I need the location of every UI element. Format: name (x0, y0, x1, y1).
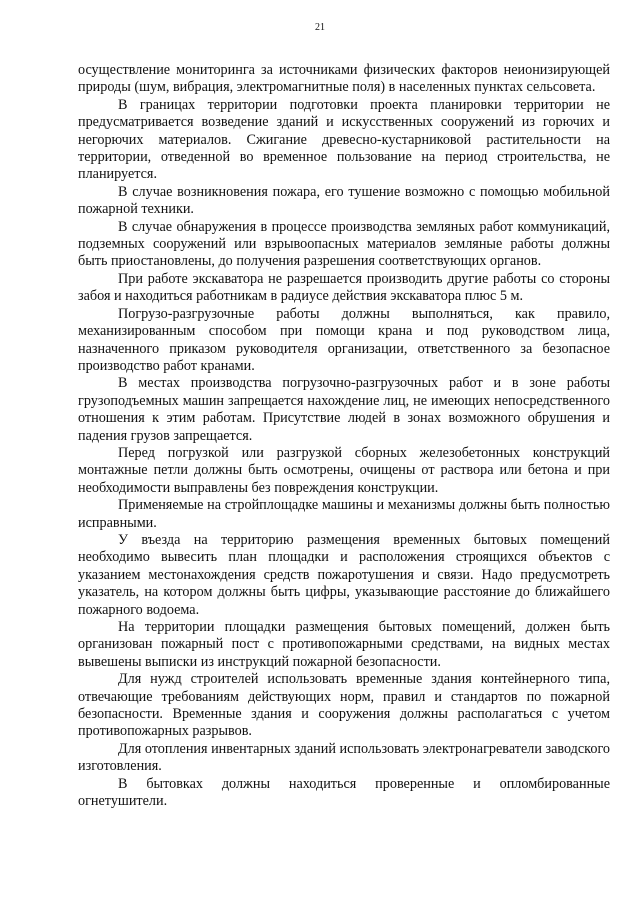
paragraph: В границах территории подготовки проекта планировки территории не предусматривается возведение зданий и искусственных сооружений из горючих и негорючих материалов. Сжигание древесно-кустарниковой растительности на территории, отведенной во временное пользование на период строительства, не планируется. (78, 96, 610, 183)
paragraph: Применяемые на стройплощадке машины и механизмы должны быть полностью исправными. (78, 497, 610, 531)
paragraph: Для нужд строителей использовать временные здания контейнерного типа, отвечающие требованиям действующих норм, правил и стандартов по пожарной безопасности. Временные здания и сооружения должны располагаться с учетом противопожарных разрывов. (78, 671, 610, 740)
paragraph: Перед погрузкой или разгрузкой сборных железобетонных конструкций монтажные петли должны быть осмотрены, очищены от раствора или бетона и при необходимости выправлены без повреждения конструкции. (78, 444, 610, 496)
page-body (78, 62, 610, 810)
paragraph: В случае возникновения пожара, его тушение возможно с помощью мобильной пожарной техники. (78, 183, 610, 218)
paragraph: На территории площадки размещения бытовых помещений, должен быть организован пожарный пост с противопожарными средствами, на видных местах вывешены выписки из инструкций пожарной безопасности. (78, 619, 610, 670)
paragraph: У въезда на территорию размещения временных бытовых помещений необходимо вывесить план площадки и расположения строящихся объектов с указанием местонахождения средств пожаротушения и связи. Надо предусмотреть указатель, на котором должны быть цифры, указывающие расстояние до ближайшего пожарного водоема. (78, 531, 610, 618)
paragraph: В случае обнаружения в процессе производства земляных работ коммуникаций, подземных сооружений или взрывоопасных материалов земляные работы должны быть приостановлены, до получения разрешения соответствующих органов. (78, 218, 610, 270)
paragraph: Погрузо-разгрузочные работы должны выполняться, как правило, механизированным способом при помощи крана и под руководством лица, назначенного приказом руководителя организации, ответственного за безопасное производство работ кранами. (78, 305, 610, 374)
paragraph-continuation: осуществление мониторинга за источниками физических факторов неионизирующей природы (шум, вибрация, электромагнитные поля) в населенных пунктах сельсовета. (78, 62, 610, 96)
paragraph: В местах производства погрузочно-разгрузочных работ и в зоне работы грузоподъемных машин запрещается нахождение лиц, не имеющих непосредственного отношения к этим работам. Присутствие людей в зонах возможного обрушения и падения грузов запрещается. (78, 375, 610, 444)
paragraph: При работе экскаватора не разрешается производить другие работы со стороны забоя и находиться работникам в радиусе действия экскаватора плюс 5 м. (78, 270, 610, 305)
paragraph: Для отопления инвентарных зданий использовать электронагреватели заводского изготовления. (78, 740, 610, 775)
page-number: 21 (315, 22, 325, 33)
paragraph: В бытовках должны находиться проверенные и опломбированные огнетушители. (78, 775, 610, 810)
